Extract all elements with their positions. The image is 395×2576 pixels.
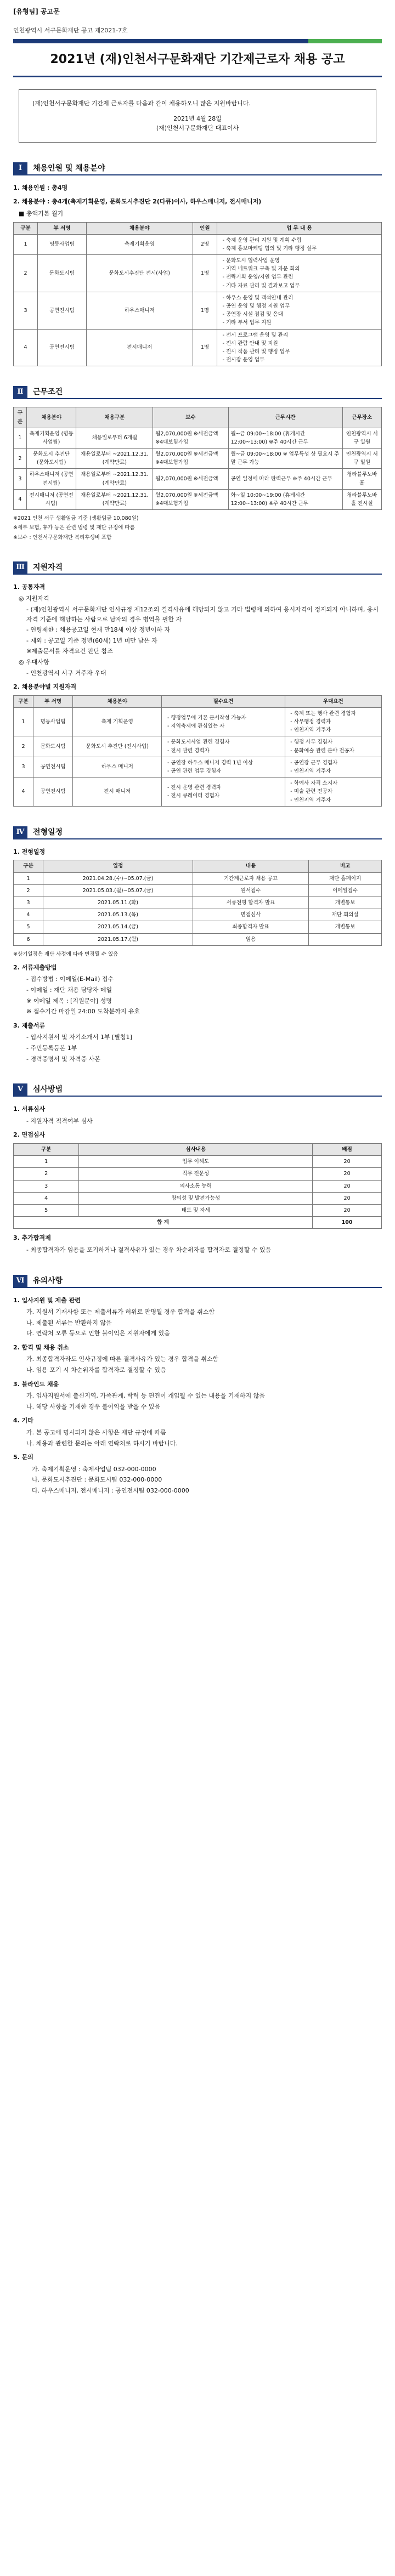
table-row [14,921,382,933]
conditions-table-body [14,428,382,510]
notice-type-label: [유형팀] 공고문 [13,8,60,15]
table-cell [285,736,381,757]
table-cell: 1명 [193,329,217,366]
caution-2-title: 2. 합격 및 채용 취소 [13,1343,69,1351]
table-cell: 개별통보 [309,921,382,933]
table-row [14,909,382,921]
th: 구분 [14,695,33,707]
caution-4-title: 4. 기타 [13,1417,33,1425]
table-cell: 2 [14,1168,79,1180]
table-row [14,255,382,292]
section-title: 유의사항 [33,1276,63,1285]
table-cell: 월2,070,000원 ※세전금액 ※4대보험가입 [153,449,228,469]
cell-list-item: - 축제 또는 행사 관련 경험자 [294,710,379,718]
table-cell: 명등사업팀 [38,234,87,254]
cell-list-item: - 공연장 근무 경험자 [294,759,379,767]
table-cell: 2명 [193,234,217,254]
table-cell: 20 [313,1204,382,1216]
table-cell: 1명 [193,255,217,292]
section-number: Ⅳ [13,826,27,838]
cell-list [164,759,282,775]
caution-3-lines [13,1391,382,1411]
table-cell: 문화도시팀 [33,736,72,757]
cell-list [287,779,379,804]
text-line: 나. 제출된 서류는 반환하지 않음 [26,1319,112,1326]
text-line: ※세부 보험, 휴가 등은 관련 법령 및 재단 규정에 따름 [13,525,135,531]
table-cell: 1 [14,1156,79,1168]
table-cell: 3 [14,1180,79,1192]
cell-list-item: - 미술 관련 전공자 [294,787,379,796]
table-row [14,897,382,909]
table-row [14,1192,382,1204]
table-cell [309,933,382,945]
sec1-item2: 2. 채용분야 : 총4개(축제기획운영, 문화도시추진단 2(다큐)이사, 하우스매니저, 전시매니저) [13,198,262,206]
text-line: - 이메일 : 재단 채용 담당자 메일 [26,986,112,994]
table-cell: 청라블루노바홀 [342,469,381,489]
text-line: ※ 접수기간 마감일 24:00 도착분까지 유효 [26,1008,140,1015]
section-4-header [13,826,382,839]
schedule-note: ※상기일정은 재단 사정에 따라 변경될 수 있음 [13,951,119,957]
table-cell: 2 [14,449,27,469]
text-line: ※2021 인천 서구 생활임금 기준 (생활임금 10,080원) [13,515,139,522]
table-cell: 창의성 및 발전가능성 [79,1192,313,1204]
table-cell: 5 [14,1204,79,1216]
table-cell: 공연전시팀 [38,329,87,366]
table-cell: 재단 홈페이지 [309,872,382,884]
section-6-header [13,1275,382,1288]
cell-list-item: - 행정 사무 경험자 [294,738,379,746]
th: 구분 [14,860,43,872]
table-cell: 문화도시 추진단 (전시사업) [73,736,162,757]
table-cell: 20 [313,1192,382,1204]
page-title: 2021년 (재)인천서구문화재단 기간제근로자 채용 공고 [13,46,382,77]
table-cell: 하우스 매니저 [73,757,162,777]
cell-list [287,710,379,735]
section-number: Ⅱ [13,386,27,398]
interview-title: 2. 면접심사 [13,1131,46,1139]
table-cell: 태도 및 자세 [79,1204,313,1216]
section-1-header [13,162,382,175]
th: 배점 [313,1144,382,1156]
th: 채용분야 [86,222,193,234]
text-line: 가. 축제기획운영 : 축제사업팀 032-000-0000 [32,1465,156,1473]
sec1-item2-sub: ■ 총액기본 월기 [19,209,64,217]
recruit-table [13,222,382,367]
table-cell [285,707,381,736]
text-line: 나. 문화도시추진단 : 문화도시팀 032-000-0000 [32,1476,162,1484]
table-cell [162,707,285,736]
text-line: - 경력증명서 및 자격증 사본 [26,1055,100,1063]
table-row [14,329,382,366]
table-cell: 직무 전문성 [79,1168,313,1180]
caution-1-lines [13,1307,382,1338]
th: 업 무 내 용 [217,222,382,234]
table-cell: 축제기획운영 [86,234,193,254]
text-line: ※ 이메일 제목 : [지원분야] 성명 [26,997,112,1005]
cell-list-item: - 전시 작품 관리 및 행정 업무 [226,348,379,356]
table-cell: 월~금 09:00~18:00 (휴게시간 12:00~13:00) ※주 40시간 근무 [228,428,342,448]
table-cell: 4 [14,909,43,921]
th: 구분 [14,407,27,428]
documents-lines [13,1032,382,1064]
table-cell: 월2,070,000원 ※세전금액 ※4대보험가입 [153,489,228,509]
text-line: 가. 최종합격자라도 인사규정에 따른 결격사유가 있는 경우 합격을 취소함 [26,1355,219,1363]
additional-pass-title: 3. 추가합격제 [13,1234,51,1242]
table-cell [217,292,382,329]
top-label [13,7,382,17]
pref-subtitle: ◎ 우대사항 [19,658,49,666]
table-cell: 의사소통 능력 [79,1180,313,1192]
cell-list-item: - 기타 자료 관리 및 결과보고 업무 [226,282,379,290]
table-cell: 최종합격자 발표 [193,921,308,933]
text-line: - 지원자격 적격여부 심사 [26,1117,93,1125]
table-cell: 1 [14,428,27,448]
title-bar-blue [13,39,308,43]
table-row [14,234,382,254]
table-row [14,449,382,469]
th: 우대요건 [285,695,381,707]
table-cell: 2021.05.17.(월) [43,933,193,945]
cell-list-item: - 공연장 하우스 매니저 경력 1년 이상 [171,759,282,767]
section-5-header [13,1083,382,1097]
table-cell: 3 [14,897,43,909]
section-3-header [13,561,382,575]
table-cell: 화~일 10:00~19:00 (휴게시간 12:00~13:00) ※주 40시간 근무 [228,489,342,509]
additional-pass-lines [13,1245,382,1255]
table-cell: 2 [14,736,33,757]
table-cell: 4 [14,489,27,509]
cell-list-item: - 축제 운영 관리 지원 및 계획 수립 [226,236,379,245]
table-cell: 공연전시팀 [33,757,72,777]
table-cell: 명등사업팀 [33,707,72,736]
table-cell [217,329,382,366]
text-line: - 제외 : 공고일 기준 정년(60세) 1년 미만 남은 자 [26,637,157,644]
cell-list-item: - 공연장 시설 점검 및 응대 [226,310,379,319]
cell-list-item: - 하우스 운영 및 객석안내 관리 [226,294,379,302]
table-cell: 문화도시추진단 전시(사업) [86,255,193,292]
th: 근무시간 [228,407,342,428]
table-cell: 월2,070,000원 ※세전금액 [153,469,228,489]
intro-text: (재)인천서구문화재단 기간제 근로자를 다음과 같이 채용하오니 많은 지원바랍니다. [32,99,251,107]
table-cell: 채용일로부터 ~2021.12.31. (계약만료) [76,469,153,489]
table-cell: 1 [14,707,33,736]
table-cell: 재단 회의실 [309,909,382,921]
th: 채용구분 [76,407,153,428]
table-cell [217,255,382,292]
caution-2-lines [13,1354,382,1375]
text-line: 나. 채용과 관련한 문의는 아래 연락처로 하시기 바랍니다. [26,1439,178,1447]
schedule-title: 1. 전형일정 [13,848,46,855]
qual-subtitle: ◎ 지원자격 [19,595,49,603]
th: 심사내용 [79,1144,313,1156]
text-line: - 주민등록등본 1부 [26,1045,77,1052]
table-row [14,736,382,757]
text-line: - 최종합격자가 임용을 포기하거나 결격사유가 있는 경우 차순위자를 합격자로 결정할 수 있음 [26,1246,272,1253]
qual-table [13,695,382,807]
section-number: Ⅵ [13,1275,27,1287]
documents-title: 3. 제출서류 [13,1022,46,1029]
table-cell: 개별통보 [309,897,382,909]
section-number: Ⅲ [13,561,27,574]
table-cell [162,778,285,807]
doc-review-title: 1. 서류심사 [13,1105,46,1113]
cell-list-item: - 전시 큐레이터 경험자 [171,792,282,800]
th: 내용 [193,860,308,872]
table-cell: 청라블루노바홀 전시실 [342,489,381,509]
interview-table-body [14,1156,382,1229]
common-qual-title: 1. 공통자격 [13,583,46,591]
cell-list [164,784,282,800]
cell-list-item: - 사무행정 경력자 [294,718,379,726]
th: 채용분야 [26,407,76,428]
th: 부 서명 [38,222,87,234]
th: 근무장소 [342,407,381,428]
recruit-table-body [14,234,382,366]
table-cell: 4 [14,778,33,807]
cell-list [219,294,379,327]
table-row [14,884,382,897]
section-title: 심사방법 [33,1085,63,1094]
table-row [14,469,382,489]
table-cell [285,757,381,777]
text-line: 나. 해당 사항을 기재한 경우 불이익을 받을 수 있음 [26,1403,160,1410]
table-cell: 2021.04.28.(수)~05.07.(금) [43,872,193,884]
table-row [14,428,382,448]
table-cell: 전시매니저 [86,329,193,366]
table-cell: 1 [14,234,38,254]
conditions-notes [13,514,382,542]
cell-list-item: - 기타 부서 업무 지원 [226,319,379,327]
table-cell: 면접심사 [193,909,308,921]
table-row [14,1204,382,1216]
cell-list-item: - 지역축제에 관심있는 자 [171,722,282,730]
section-title: 지원자격 [33,563,63,572]
caution-1-title: 1. 입사지원 및 제출 관련 [13,1296,81,1304]
cell-list [164,738,282,754]
table-cell: 4 [14,329,38,366]
table-cell: 축제 기획운영 [73,707,162,736]
table-cell: 채용일로부터 ~2021.12.31. (계약만료) [76,489,153,509]
table-cell: 2 [14,884,43,897]
table-cell: 3 [14,469,27,489]
table-cell: 업무 이해도 [79,1156,313,1168]
text-line: ※제출문서를 자격요건 판단 참조 [26,648,113,655]
table-cell [162,736,285,757]
table-cell: 공연전시팀 [38,292,87,329]
cell-list-item: - 지역 네트워크 구축 및 자문 회의 [226,265,379,273]
section-title: 전형일정 [33,827,63,837]
table-cell: 이메일접수 [309,884,382,897]
interview-table [13,1143,382,1229]
section-number: Ⅴ [13,1083,27,1096]
text-line: - 입사지원서 및 자기소개서 1부 [별첨1] [26,1034,132,1041]
text-line: - 접수방법 : 이메일(E-Mail) 접수 [26,975,114,983]
table-cell: 문화도시 추진단 (문화도시팀) [26,449,76,469]
table-cell: 5 [14,921,43,933]
table-row [14,1168,382,1180]
cell-list-item: - 공연 관련 업무 경험자 [171,767,282,775]
text-line: - (재)인천광역시 서구문화재단 인사규정 제12조의 결격사유에 해당되지 않고 기타 법령에 의하여 응시자격이 정지되지 아니하며, 응시자격 기준에 해당하는 사람으로 남자의 경우 병역을 필한 자 [26,605,379,623]
qual-table-body [14,707,382,806]
text-line: - 연령제한 : 채용공고일 현재 만18세 이상 정년이하 자 [26,626,171,634]
table-row [14,489,382,509]
text-line: 나. 임용 포기 시 차순위자를 합격자로 결정할 수 있음 [26,1366,166,1374]
contact-lines [13,1465,382,1496]
section-number: Ⅰ [13,162,27,174]
total-label: 합 계 [14,1217,313,1229]
table-row [14,933,382,945]
table-cell: 6 [14,933,43,945]
cell-list-item: - 학예사 자격 소지자 [294,779,379,787]
table-cell: 20 [313,1180,382,1192]
table-cell: 20 [313,1168,382,1180]
cell-list [219,236,379,253]
text-line: 다. 연락처 오류 등으로 인한 불이익은 지원자에게 있음 [26,1330,170,1337]
table-cell [285,778,381,807]
table-cell: 월2,070,000원 ※세전금액 ※4대보험가입 [153,428,228,448]
text-line: 가. 입사지원서에 출신지역, 가족관계, 학력 등 편견이 개입될 수 있는 내용을 기재하지 않음 [26,1392,265,1400]
table-cell: 채용일로부터 ~2021.12.31. (계약만료) [76,449,153,469]
table-row [14,757,382,777]
schedule-table [13,860,382,945]
title-bar [13,39,382,43]
th: 구분 [14,1144,79,1156]
table-cell: 임용 [193,933,308,945]
submit-method-title: 2. 서류제출방법 [13,963,57,971]
table-cell [162,757,285,777]
intro-box [19,89,376,143]
table-cell: 전시 매니저 [73,778,162,807]
table-cell: 월~금 09:00~18:00 ※ 업무특성 상 필요시 주말 근무 가능 [228,449,342,469]
th: 인원 [193,222,217,234]
caution-4-lines [13,1428,382,1448]
pref-lines [13,668,382,678]
cell-list-item: - 공연 운영 및 행정 지원 업무 [226,302,379,310]
submit-method-lines [13,974,382,1016]
schedule-table-body [14,872,382,945]
table-row [14,292,382,329]
table-cell: 2021.05.13.(목) [43,909,193,921]
total-value: 100 [313,1217,382,1229]
table-cell: 2 [14,255,38,292]
field-qual-title: 2. 채용분야별 지원자격 [13,683,77,691]
table-cell: 공연 일정에 따라 탄력근무 ※주 40시간 근무 [228,469,342,489]
th: 채용분야 [73,695,162,707]
text-line: 가. 지원서 기재사항 또는 제출서류가 허위로 판명될 경우 합격을 취소함 [26,1308,215,1316]
table-cell: 하우스매니저 (공연전시팀) [26,469,76,489]
section-2-header [13,386,382,399]
cell-list-item: - 전략기획 운영/지원 업무 관련 [226,273,379,281]
table-row [14,707,382,736]
cell-list-item: - 전시 운영 관련 경력자 [171,784,282,792]
sec1-item1: 1. 채용인원 : 총4명 [13,184,68,191]
table-cell: 1 [14,872,43,884]
table-cell: 공연전시팀 [33,778,72,807]
cell-list [219,257,379,290]
doc-review-lines [13,1116,382,1126]
intro-org: (재)인천서구문화재단 대표이사 [156,124,239,132]
table-row [14,1156,382,1168]
th: 비고 [309,860,382,872]
table-cell: 3 [14,757,33,777]
cell-list-item: - 문화예술 관련 분야 전공자 [294,747,379,755]
text-line: 가. 본 공고에 명시되지 않은 사항은 재단 규정에 따름 [26,1429,166,1437]
th: 일정 [43,860,193,872]
cell-list-item: - 축제 홍보마케팅 협의 및 기타 행정 실무 [226,245,379,253]
cell-list-item: - 인천지역 거주자 [294,767,379,775]
qual-lines [13,605,382,656]
table-cell: 문화도시팀 [38,255,87,292]
cell-list-item: - 전시 관련 경력자 [171,747,282,755]
table-row [14,872,382,884]
table-cell: 인천광역시 서구 일원 [342,449,381,469]
intro-date: 2021년 4월 28일 [173,115,222,122]
table-row [14,778,382,807]
table-cell: 축제기획운영 (명등사업팀) [26,428,76,448]
cell-list-item: - 행정업무에 기본 문서작성 가능자 [171,714,282,722]
table-cell: 전시매니저 (공연전시팀) [26,489,76,509]
th: 구분 [14,222,38,234]
cell-list [219,331,379,365]
text-line: 다. 하우스매니저, 전시매니저 : 공연전시팀 032-000-0000 [32,1487,189,1494]
text-line: - 인천광역시 서구 거주자 우대 [26,669,106,677]
section-title: 근무조건 [33,388,63,397]
cell-list [164,714,282,730]
text-line: ※보수 : 인천서구문화재단 복리후생비 포함 [13,534,112,541]
table-cell: 4 [14,1192,79,1204]
cell-list-item: - 문화도시 협력사업 운영 [226,257,379,265]
table-cell: 채용일로부터 6개월 [76,428,153,448]
table-cell: 서류전형 합격자 발표 [193,897,308,909]
notice-number: 인천광역시 서구문화재단 공고 제2021-7호 [13,27,128,35]
table-cell: 2021.05.03.(월)~05.07.(금) [43,884,193,897]
cell-list-item: - 인천지역 거주자 [294,726,379,734]
section-title: 채용인원 및 채용분야 [33,163,105,173]
conditions-table [13,407,382,510]
cell-list-item: - 전시장 운영 업무 [226,356,379,364]
table-cell: 인천광역시 서구 일원 [342,428,381,448]
table-cell: 3 [14,292,38,329]
table-cell: 2021.05.11.(화) [43,897,193,909]
th: 필수요건 [162,695,285,707]
table-cell: 1명 [193,292,217,329]
table-cell: 20 [313,1156,382,1168]
table-cell: 2021.05.14.(금) [43,921,193,933]
cell-list [287,759,379,775]
table-cell [217,234,382,254]
table-cell: 기간제근로자 채용 공고 [193,872,308,884]
th: 부 서명 [33,695,72,707]
cell-list-item: - 전시 프로그램 운영 및 관리 [226,331,379,339]
table-total-row [14,1217,382,1229]
contact-title: 5. 문의 [13,1454,33,1461]
cell-list [287,738,379,754]
cell-list-item: - 전시 관람 안내 및 지원 [226,339,379,348]
table-cell: 원서접수 [193,884,308,897]
table-cell: 하우스매니저 [86,292,193,329]
cell-list-item: - 인천지역 거주자 [294,796,379,804]
table-row [14,1180,382,1192]
title-bar-green [308,39,382,43]
th: 보수 [153,407,228,428]
cell-list-item: - 문화도시사업 관련 경험자 [171,738,282,746]
caution-3-title: 3. 블라인드 채용 [13,1380,59,1388]
